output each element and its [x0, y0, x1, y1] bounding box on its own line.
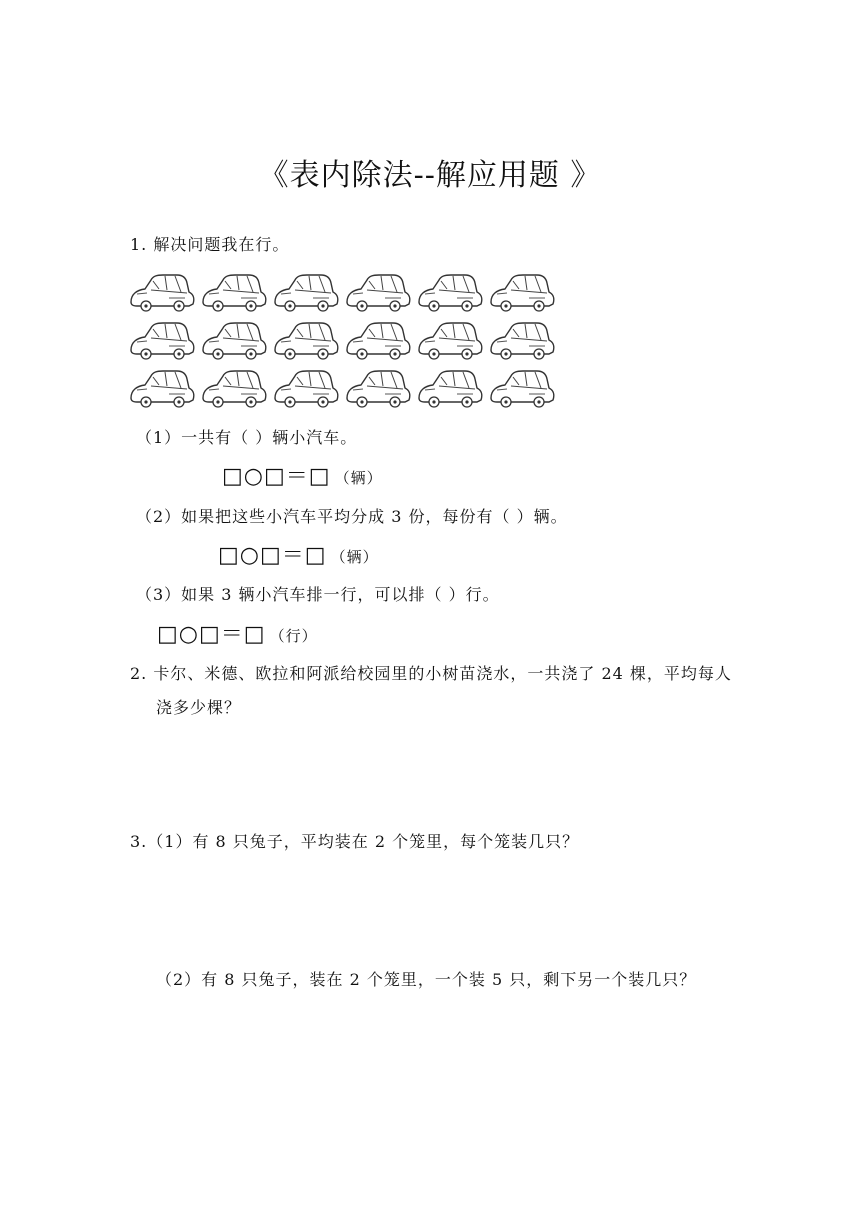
page-title: 《表内除法--解应用题 》: [258, 158, 602, 193]
car-icon: [347, 371, 410, 407]
q1-part2-text: （2）如果把这些小汽车平均分成 3 份，每份有（ ）辆。: [136, 507, 568, 526]
question-1-heading: 1. 解决问题我在行。: [130, 235, 290, 254]
car-icon: [275, 275, 338, 311]
formula-expression: □○□＝□: [222, 464, 331, 489]
q1-part3-formula: [157, 623, 318, 648]
car-icon: [275, 323, 338, 359]
q1-part2-formula: [218, 544, 379, 569]
q1-part3-text: （3）如果 3 辆小汽车排一行，可以排（ ）行。: [136, 585, 500, 604]
car-icon: [419, 275, 482, 311]
question-3-part2: （2）有 8 只兔子，装在 2 个笼里，一个装 5 只，剩下另一个装几只？: [156, 970, 697, 989]
car-icon: [203, 275, 266, 311]
question-2-line2: 浇多少棵？: [156, 698, 242, 717]
car-icon: [203, 371, 266, 407]
q1-part1-text: （1）一共有（ ）辆小汽车。: [136, 428, 358, 447]
car-icon: [275, 371, 338, 407]
car-icon: [419, 371, 482, 407]
formula-unit: （辆）: [334, 469, 383, 487]
car-icon: [131, 275, 194, 311]
formula-expression: □○□＝□: [157, 622, 266, 647]
car-icon: [491, 275, 554, 311]
car-icon: [347, 275, 410, 311]
formula-unit: （辆）: [330, 548, 379, 566]
car-icon: [131, 371, 194, 407]
car-icon: [131, 323, 194, 359]
formula-unit: （行）: [269, 627, 318, 645]
car-icon: [491, 371, 554, 407]
formula-expression: □○□＝□: [218, 543, 327, 568]
car-icon: [419, 323, 482, 359]
question-2-line1: 2. 卡尔、米德、欧拉和阿派给校园里的小树苗浇水，一共浇了 24 棵，平均每人: [130, 664, 732, 683]
q1-part1-formula: [222, 465, 383, 490]
car-icon: [491, 323, 554, 359]
car-icon: [203, 323, 266, 359]
cars-illustration: [125, 268, 555, 413]
car-icon: [347, 323, 410, 359]
question-3-part1: 3.（1）有 8 只兔子，平均装在 2 个笼里，每个笼装几只？: [130, 832, 580, 851]
